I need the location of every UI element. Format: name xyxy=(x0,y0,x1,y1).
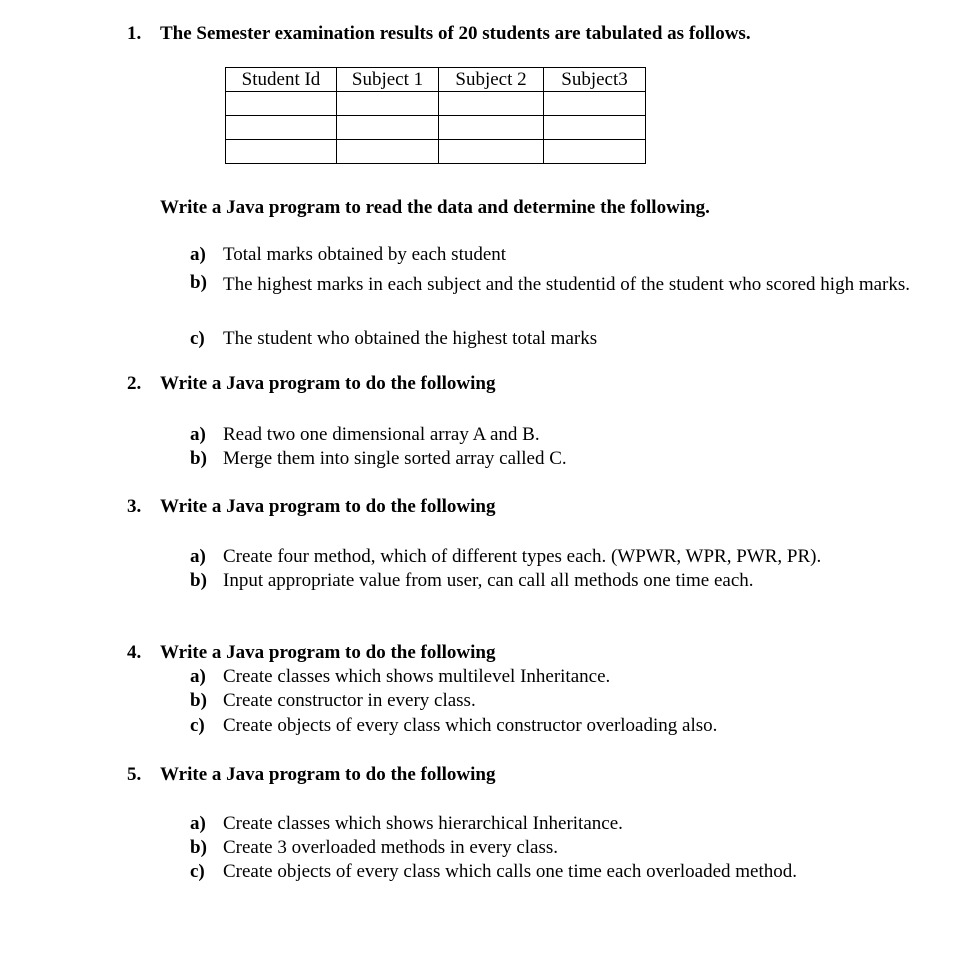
q1-instruction: Write a Java program to read the data and determine the following. xyxy=(160,197,710,218)
q1-item-text: The highest marks in each subject and the studentid of the student who scored high marks. xyxy=(223,274,911,295)
q4-item-text: Create classes which shows multilevel Inheritance. xyxy=(223,666,611,687)
q4-item-label: a) xyxy=(190,666,206,687)
q3-item-text: Create four method, which of different types each. (WPWR, WPR, PWR, PR). xyxy=(223,546,822,567)
q1-item-label: c) xyxy=(190,328,205,349)
header-subject-3: Subject3 xyxy=(544,68,646,92)
table-row xyxy=(226,116,646,140)
q4-item-text: Create objects of every class which constructor overloading also. xyxy=(223,715,718,736)
q5-title: Write a Java program to do the following xyxy=(160,764,496,785)
q3-item-label: b) xyxy=(190,570,207,591)
q5-item-label: c) xyxy=(190,861,205,882)
q2-item-label: a) xyxy=(190,424,206,445)
q1-item-label: b) xyxy=(190,272,207,293)
q5-number: 5. xyxy=(127,764,142,785)
q2-item-label: b) xyxy=(190,448,207,469)
q4-title: Write a Java program to do the following xyxy=(160,642,496,663)
q4-item-label: c) xyxy=(190,715,205,736)
q5-item-text: Create 3 overloaded methods in every class. xyxy=(223,837,559,858)
q2-item-text: Merge them into single sorted array called C. xyxy=(223,448,567,469)
q1-title: The Semester examination results of 20 students are tabulated as follows. xyxy=(160,23,751,44)
q2-item-text: Read two one dimensional array A and B. xyxy=(223,424,540,445)
q5-item-label: a) xyxy=(190,813,206,834)
q3-number: 3. xyxy=(127,496,142,517)
q1-item-text: The student who obtained the highest total marks xyxy=(223,328,598,349)
q4-number: 4. xyxy=(127,642,142,663)
header-student-id: Student Id xyxy=(226,68,337,92)
header-subject-2: Subject 2 xyxy=(439,68,544,92)
q5-item-text: Create classes which shows hierarchical Inheritance. xyxy=(223,813,623,834)
q1-item-text: Total marks obtained by each student xyxy=(223,244,507,265)
q3-item-text: Input appropriate value from user, can call all methods one time each. xyxy=(223,570,754,591)
results-table xyxy=(225,67,646,164)
q2-number: 2. xyxy=(127,373,142,394)
table-row xyxy=(226,140,646,164)
q3-item-label: a) xyxy=(190,546,206,567)
q5-item-label: b) xyxy=(190,837,207,858)
q4-item-label: b) xyxy=(190,690,207,711)
table-row xyxy=(226,92,646,116)
q2-title: Write a Java program to do the following xyxy=(160,373,496,394)
q3-title: Write a Java program to do the following xyxy=(160,496,496,517)
q5-item-text: Create objects of every class which calls one time each overloaded method. xyxy=(223,861,797,882)
header-subject-1: Subject 1 xyxy=(337,68,439,92)
q1-item-label: a) xyxy=(190,244,206,265)
q4-item-text: Create constructor in every class. xyxy=(223,690,476,711)
table-header-row xyxy=(226,68,646,92)
q1-number: 1. xyxy=(127,23,142,44)
